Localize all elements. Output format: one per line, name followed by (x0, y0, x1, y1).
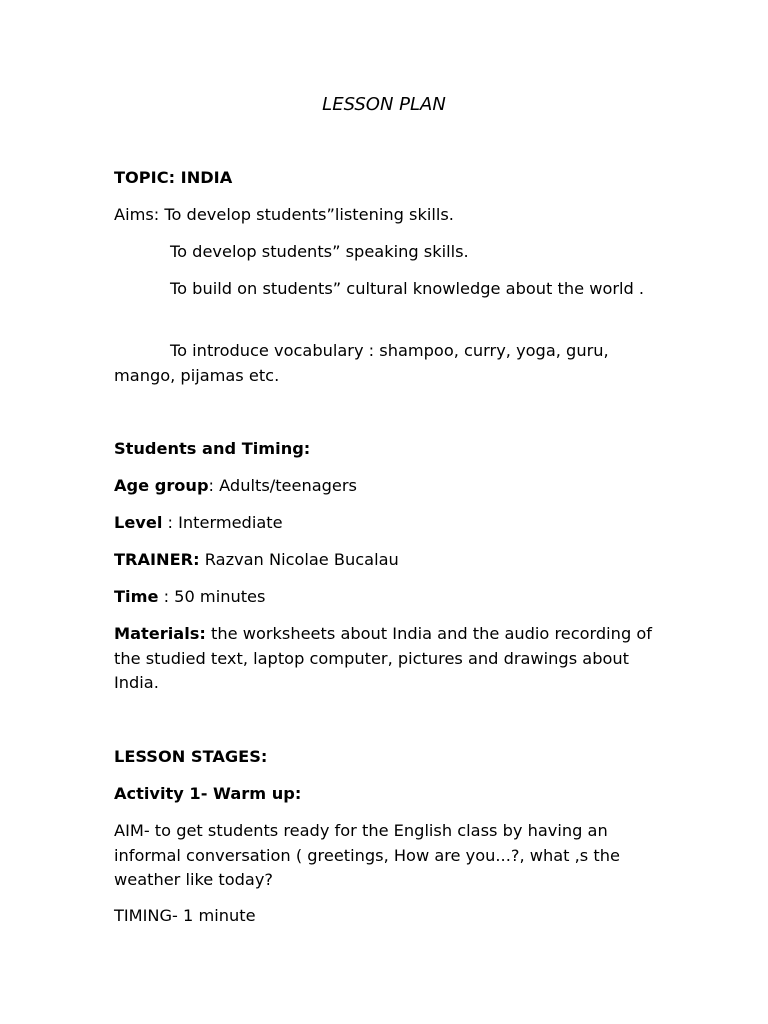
aims-first-line (114, 203, 674, 228)
lesson-stages-heading: LESSON STAGES: (114, 747, 268, 766)
trainer-value: Razvan Nicolae Bucalau (199, 550, 399, 569)
trainer-line (114, 548, 674, 573)
activity1-aim: AIM- to get students ready for the English class by having an informal conversation ( greetings, How are you...?, what ,s the weather like today? (114, 821, 620, 889)
level-label: Level (114, 513, 163, 532)
document-title: LESSON PLAN (322, 94, 446, 115)
topic-heading: TOPIC: INDIA (114, 168, 233, 187)
aims-label: Aims: (114, 205, 165, 224)
time-label: Time (114, 587, 159, 606)
materials-value: the worksheets about India and the audio recording of the studied text, laptop computer, pictures and drawings about India. (114, 624, 652, 692)
age-group-value: : Adults/teenagers (208, 476, 357, 495)
materials-label: Materials: (114, 624, 206, 643)
aim-item: To introduce vocabulary : shampoo, curry, yoga, guru, mango, pijamas etc. (114, 341, 609, 385)
aim-item: To develop students” speaking skills. (170, 242, 469, 261)
activity1-heading: Activity 1- Warm up: (114, 784, 302, 803)
time-line (114, 585, 674, 610)
activity1-timing: TIMING- 1 minute (114, 906, 256, 925)
level-line (114, 511, 674, 536)
time-value: : 50 minutes (158, 587, 266, 606)
aim-item: To build on students” cultural knowledge about the world . (170, 279, 645, 298)
level-value: : Intermediate (162, 513, 283, 532)
aim-item: To develop students”listening skills. (164, 205, 454, 224)
trainer-label: TRAINER: (114, 550, 200, 569)
age-group-line (114, 474, 674, 499)
students-timing-heading: Students and Timing: (114, 439, 311, 458)
materials-paragraph (114, 622, 674, 696)
age-group-label: Age group (114, 476, 209, 495)
